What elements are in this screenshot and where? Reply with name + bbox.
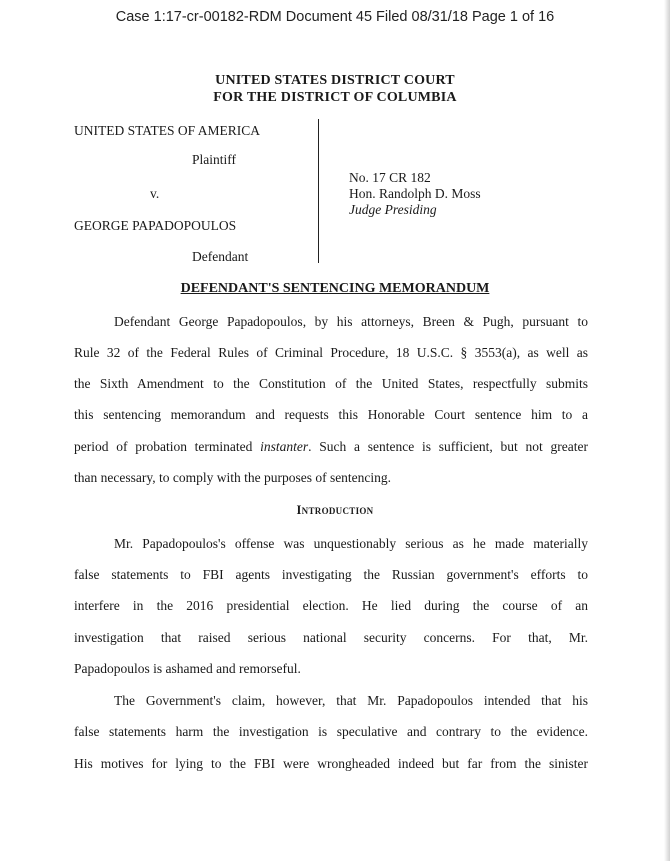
court-name-line1: UNITED STATES DISTRICT COURT: [215, 73, 455, 88]
page-edge-shadow: [664, 0, 670, 861]
plaintiff-name: UNITED STATES OF AMERICA: [74, 123, 261, 138]
paragraph-line: Mr. Papadopoulos's offense was unquestionably serious as he made materially: [114, 536, 588, 551]
judge-name: Hon. Randolph D. Moss: [349, 186, 481, 201]
italic-term: instanter: [260, 439, 309, 454]
paragraph-line: [74, 439, 588, 455]
paragraph-line: interfere in the 2016 presidential election. He lied during the course of an: [74, 598, 588, 613]
case-number: No. 17 CR 182: [349, 170, 431, 185]
case-header: Case 1:17-cr-00182-RDM Document 45 Filed 08/31/18 Page 1 of 16: [115, 9, 555, 25]
line-text: . Such a sentence is sufficient, but not greater: [308, 439, 588, 454]
line-text: period of probation terminated: [74, 439, 261, 454]
plaintiff-role: Plaintiff: [192, 152, 237, 167]
paragraph-line: than necessary, to comply with the purposes of sentencing.: [74, 470, 392, 485]
section-heading-introduction: Introduction: [296, 503, 374, 517]
caption-divider: [318, 119, 319, 263]
paragraph-line: Defendant George Papadopoulos, by his attorneys, Breen & Pugh, pursuant to: [114, 314, 588, 329]
defendant-role: Defendant: [192, 249, 249, 264]
paragraph-line: false statements to FBI agents investigating the Russian government's efforts to: [74, 567, 588, 582]
paragraph-line: the Sixth Amendment to the Constitution of the United States, respectfully submits: [74, 376, 588, 391]
paragraph-line: Rule 32 of the Federal Rules of Criminal Procedure, 18 U.S.C. § 3553(a), as well as: [74, 345, 588, 360]
paragraph-line: investigation that raised serious national security concerns. For that, Mr.: [74, 630, 588, 645]
versus: v.: [150, 186, 160, 201]
paragraph-line: this sentencing memorandum and requests this Honorable Court sentence him to a: [74, 407, 588, 422]
memo-title: DEFENDANT'S SENTENCING MEMORANDUM: [180, 281, 490, 296]
judge-title: Judge Presiding: [349, 202, 437, 217]
court-name-line2: FOR THE DISTRICT OF COLUMBIA: [213, 90, 457, 105]
paragraph-line: His motives for lying to the FBI were wrongheaded indeed but far from the sinister: [74, 756, 588, 771]
paragraph-line: The Government's claim, however, that Mr. Papadopoulos intended that his: [114, 693, 588, 708]
paragraph-line: false statements harm the investigation is speculative and contrary to the evidence.: [74, 724, 588, 739]
defendant-name: GEORGE PAPADOPOULOS: [74, 218, 237, 233]
paragraph-line: Papadopoulos is ashamed and remorseful.: [74, 661, 301, 676]
